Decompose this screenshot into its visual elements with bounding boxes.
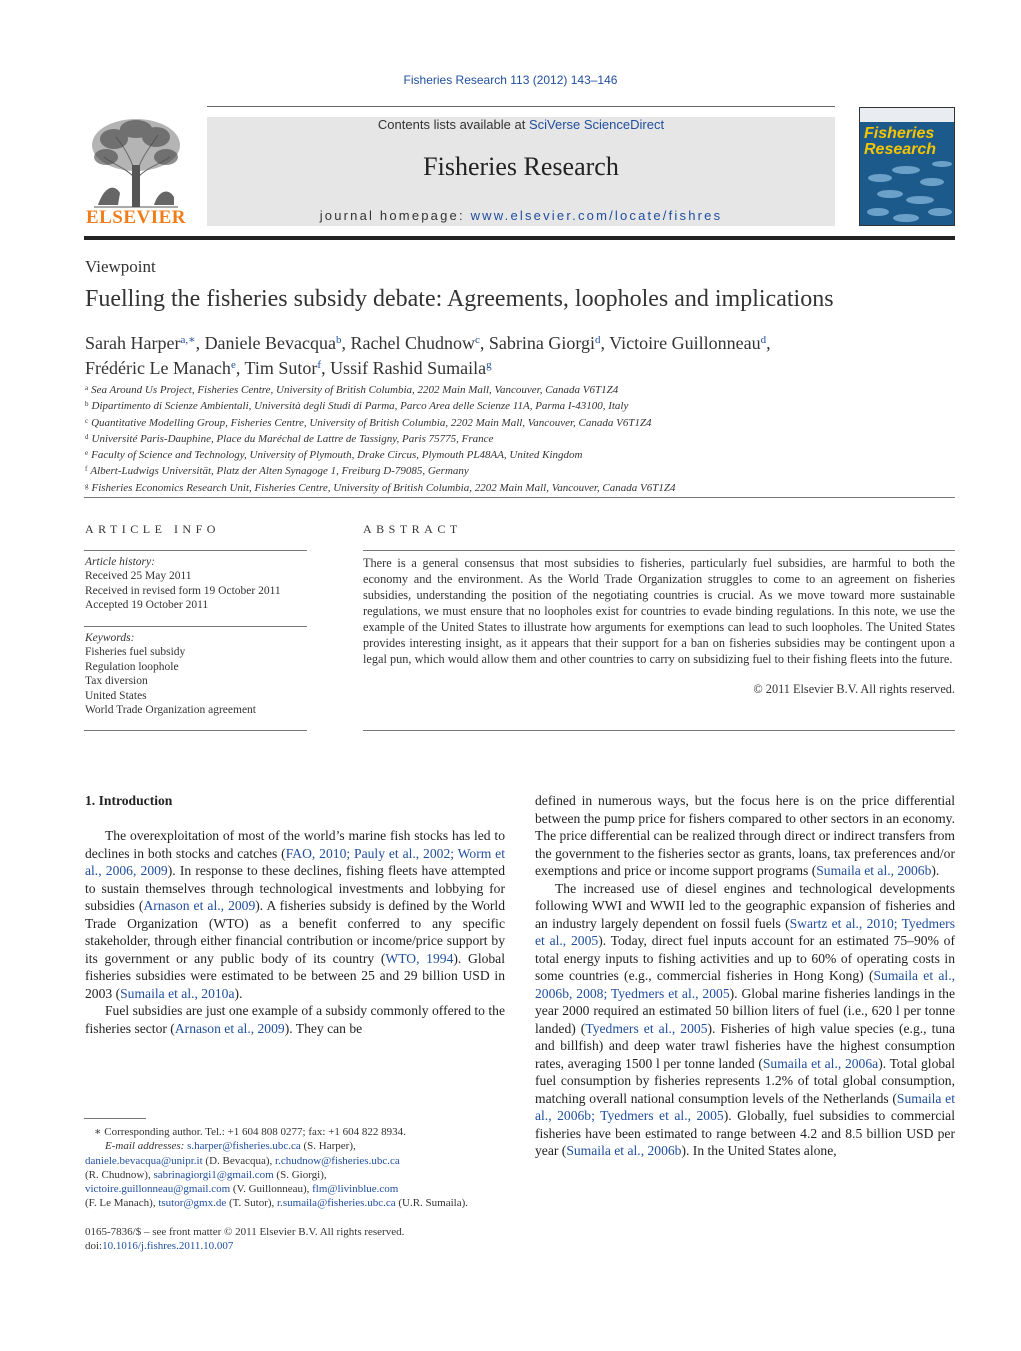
abstract-rule (363, 730, 955, 731)
homepage-link[interactable]: www.elsevier.com/locate/fishres (470, 208, 723, 223)
journal-title: Fisheries Research (423, 152, 619, 181)
doi-line: doi:10.1016/j.fishres.2011.10.007 (85, 1240, 234, 1253)
elsevier-tree-icon (84, 117, 188, 209)
body-paragraph (85, 827, 505, 1002)
history-item: Received in revised form 19 October 2011 (85, 584, 281, 597)
keyword-item: Regulation loophole (85, 660, 179, 673)
affiliation-item: $^d$ Université Paris-Dauphine, Place du Maréchal de Lattre de Tassigny, Paris 75775, France (85, 432, 494, 445)
abstract-heading: ABSTRACT (363, 522, 462, 536)
body-text: defined in numerous ways, but the focus here is on the price differential between the pump price for fishers compared to other sectors in an economy. The price differential can be realized through direct or indirect transfers from the government to the fisheries sector as grants, loans, tax preferences and/or exemptions and price or income support programs ( (535, 793, 955, 878)
doi-link[interactable]: 10.1016/j.fishres.2011.10.007 (102, 1240, 234, 1253)
author-name: Frédéric Le Manach (85, 358, 231, 378)
email-line: daniele.bevacqua@unipr.it (D. Bevacqua), r.chudnow@fisheries.ubc.ca (85, 1154, 400, 1167)
contents-available-line (207, 117, 835, 132)
author-name: Daniele Bevacqua (204, 333, 336, 353)
info-rule (84, 550, 307, 551)
body-text: ). Fisheries of high value species (e.g., tuna and billfish) and deep water trawl fisheries have the highest consumption rates, averaging 1500 l per tonne landed ( (535, 1020, 955, 1071)
abstract-text: There is a general consensus that most subsidies to fisheries, particularly fuel subsidies, are harmful to both the economy and the environment. As the World Trade Organization struggles to come to an agreement on fisheries subsidies, understanding the position of the negotiating countries is crucial. As we move toward more sustainable regulations, we must ensure that no loopholes exist for countries to evade binding regulations. In this note, we use the example of the United States to illustrate how arguments for exemptions can lead to such loopholes. The United States provides interesting insight, as it appears that their support for a ban on fisheries subsidies may be contingent upon a legal pun, which would allow them and other countries to carry on subsidizing fuel to their fishing fleets into the future. (363, 556, 955, 666)
author-name: Sarah Harper (85, 333, 181, 353)
author-name: Rachel Chudnow (350, 333, 475, 353)
citation-link[interactable]: Sumaila et al., 2006b, 2008; Tyedmers et al., 2005 (535, 968, 955, 1001)
affiliation-item: $^g$ Fisheries Economics Research Unit, Fisheries Centre, University of British Columbia, 2202 Main Mall, Vancouver, Canada V6T1Z4 (85, 481, 676, 494)
body-column-right (535, 792, 955, 1160)
body-paragraph (535, 880, 955, 1160)
body-text: Fuel subsidies are just one example of a subsidy commonly offered to the fisheries sector ( (85, 1003, 505, 1036)
email-line: (F. Le Manach), tsutor@gmx.de (T. Sutor), r.sumaila@fisheries.ubc.ca (U.R. Sumaila). (85, 1197, 469, 1210)
abstract-copyright: © 2011 Elsevier B.V. All rights reserved. (753, 682, 955, 696)
citation-link[interactable]: Sumaila et al., 2006b; Tyedmers et al., 2005 (535, 1090, 955, 1123)
elsevier-logo (84, 117, 188, 229)
article-info-heading: ARTICLE INFO (85, 522, 220, 536)
citation-link[interactable]: Swartz et al., 2010; Tyedmers et al., 2005 (535, 915, 955, 948)
history-item: Accepted 19 October 2011 (85, 599, 209, 612)
article-history (85, 555, 307, 613)
affiliation-list (85, 381, 965, 495)
body-text: ). Globally, fuel subsidies to commercial fisheries have been estimated to range between 4.2 and 8.5 billion USD per year ( (535, 1108, 955, 1158)
header-thick-rule (84, 236, 955, 240)
author-name: Sabrina Giorgi (488, 333, 596, 353)
email-link[interactable]: tsutor@gmx.de (158, 1197, 227, 1210)
sciencedirect-link[interactable]: SciVerse ScienceDirect (528, 117, 665, 132)
author-line-1: Sarah Harper$^{a,∗}$, Daniele Bevacqua$^b$, Rachel Chudnow$^c$, Sabrina Giorgi$^d$, Victoire Guillonneau$^d$, (85, 333, 771, 353)
body-text: The overexploitation of most of the world’s marine fish stocks has led to declines in both stocks and catches ( (85, 828, 505, 861)
citation-link[interactable]: WTO, 1994 (385, 950, 454, 966)
info-rule (84, 730, 307, 731)
body-text: ). Global fisheries subsidies were estimated to be between 25 and 29 billion USD in 2003 ( (85, 950, 505, 1001)
body-text: ). (234, 985, 243, 1001)
section-heading-introduction: 1. Introduction (85, 793, 173, 808)
contents-prefix: Contents lists available at (377, 117, 529, 132)
citation-link[interactable]: Sumaila et al., 2006b (816, 863, 932, 878)
keyword-item: Fisheries fuel subsidy (85, 646, 186, 659)
info-rule (84, 626, 307, 627)
header-top-rule (207, 106, 835, 107)
author-affil-link[interactable]: d (760, 334, 767, 346)
email-link[interactable]: victoire.guillonneau@gmail.com (85, 1183, 231, 1196)
body-text: ). (931, 863, 940, 878)
author-affil-link[interactable]: g (486, 359, 492, 371)
abstract-rule (363, 550, 955, 551)
affiliation-item: $^f$ Albert-Ludwigs Universität, Platz der Alten Synagoge 1, Freiburg D-79085, Germany (85, 465, 469, 478)
article-type: Viewpoint (85, 257, 156, 276)
body-paragraph (85, 1002, 505, 1037)
body-text: ). They can be (284, 1020, 363, 1036)
front-matter-rule (84, 497, 955, 498)
author-name: Victoire Guillonneau (609, 333, 761, 353)
affiliation-item: $^a$ Sea Around Us Project, Fisheries Centre, University of British Columbia, 2202 Main Mall, Vancouver, Canada V6T1Z4 (85, 384, 619, 396)
citation-link[interactable]: Arnason et al., 2009 (174, 1020, 285, 1036)
email-line: (R. Chudnow), sabrinagiorgi1@gmail.com (S. Giorgi), (85, 1168, 327, 1181)
journal-cover-image (859, 107, 955, 226)
citation-link[interactable]: FAO, 2010; Pauly et al., 2002; Worm et al., 2006, 2009 (85, 845, 505, 878)
citation-link[interactable]: Sumaila et al., 2010a (120, 985, 235, 1001)
author-name: Tim Sutor (244, 358, 318, 378)
email-label: E-mail addresses: (105, 1140, 185, 1153)
history-item: Received 25 May 2011 (85, 570, 192, 583)
email-link[interactable]: r.chudnow@fisheries.ubc.ca (275, 1154, 400, 1167)
author-line-2: Frédéric Le Manach$^e$, Tim Sutor$^f$, Ussif Rashid Sumaila$^g$ (85, 358, 492, 378)
homepage-prefix: journal homepage: (319, 208, 471, 223)
email-link[interactable]: flm@livinblue.com (312, 1183, 399, 1196)
journal-citation[interactable]: Fisheries Research 113 (2012) 143–146 (403, 73, 618, 87)
citation-link[interactable]: Sumaila et al., 2006b (566, 1143, 682, 1158)
author-affil-link[interactable]: e (230, 359, 236, 371)
author-name: Ussif Rashid Sumaila (330, 358, 487, 378)
author-affil-link[interactable]: d (595, 334, 601, 346)
author-affil-link[interactable]: b (336, 334, 342, 346)
body-text: ). In response to these declines, fishing fleets have attempted to sustain themselves through technological investments and lobbying for subsidies ( (85, 863, 505, 913)
body-text: ). Total global fuel consumption by fisheries represents 1.2% of total global consumption, matching overall national consumption levels of the Netherlands ( (535, 1055, 955, 1106)
author-list (85, 329, 965, 379)
keyword-item: United States (85, 689, 147, 702)
body-text: ). In the United States alone, (681, 1143, 837, 1158)
affiliation-item: $^e$ Faculty of Science and Technology, University of Plymouth, Drake Circus, Plymouth PL48AA, United Kingdom (85, 449, 583, 462)
body-column-left (85, 827, 505, 1037)
keywords (85, 631, 307, 717)
journal-homepage-line (207, 208, 835, 223)
issn-line: 0165-7836/$ – see front matter © 2011 Elsevier B.V. All rights reserved. (85, 1225, 405, 1238)
affiliation-item: $^b$ Dipartimento di Scienze Ambientali, Università degli Studi di Parma, Parco Area delle Scienze 11A, Parma I-43100, Italy (85, 400, 629, 413)
citation-link[interactable]: Arnason et al., 2009 (143, 898, 256, 913)
email-line: E-mail addresses: s.harper@fisheries.ubc.ca (S. Harper), (105, 1140, 356, 1153)
author-affil-link[interactable]: f (317, 359, 322, 371)
author-affil-link[interactable]: a,∗ (180, 334, 196, 346)
history-label: Article history: (85, 556, 155, 568)
citation-link[interactable]: Tyedmers et al., 2005 (585, 1020, 708, 1036)
cover-title: Fisheries Research (864, 125, 937, 158)
author-affil-link[interactable]: c (474, 334, 480, 346)
article-title: Fuelling the fisheries subsidy debate: Agreements, loopholes and implications (85, 286, 834, 312)
email-line: victoire.guillonneau@gmail.com (V. Guillonneau), flm@livinblue.com (85, 1183, 399, 1196)
keywords-label: Keywords: (85, 632, 135, 644)
email-link[interactable]: sabrinagiorgi1@gmail.com (153, 1168, 274, 1181)
email-link[interactable]: s.harper@fisheries.ubc.ca (187, 1140, 301, 1153)
corresponding-author-note: ∗ Corresponding author. Tel.: +1 604 808 0277; fax: +1 604 822 8934. (94, 1126, 406, 1138)
email-link[interactable]: daniele.bevacqua@unipr.it (85, 1154, 203, 1167)
body-text: The increased use of diesel engines and technological developments following WWI and WWII led to the geographic expansion of fisheries and an industry largely dependent on fossil fuels ( (535, 880, 955, 931)
keyword-item: Tax diversion (85, 675, 148, 688)
body-paragraph (535, 792, 955, 880)
email-link[interactable]: r.sumaila@fisheries.ubc.ca (277, 1197, 396, 1210)
body-text: ). Today, direct fuel inputs account for an estimated 75–90% of total energy inputs to fishing activities and up to 60% of operating costs in some countries (e.g., commercial fisheries in Hong Kong) ( (535, 933, 955, 983)
affiliation-item: $^c$ Quantitative Modelling Group, Fisheries Centre, University of British Columbia, 2202 Main Mall, Vancouver, Canada V6T1Z4 (85, 416, 652, 429)
body-text: ). Global marine fisheries landings in the year 2000 required an estimated 50 billion liters of fuel (i.e., 620 l per tonne landed) ( (535, 985, 955, 1036)
footnote-rule (84, 1118, 146, 1119)
keyword-item: World Trade Organization agreement (85, 704, 256, 717)
citation-link[interactable]: Sumaila et al., 2006a (762, 1055, 879, 1071)
body-text: ). A fisheries subsidy is defined by the World Trade Organization (WTO) as a benefit conferred to any specific stakeholder, through either financial contribution or income/price support by its government or any public body of its country ( (85, 898, 505, 966)
footnotes (85, 1125, 505, 1253)
elsevier-wordmark: ELSEVIER (85, 207, 187, 228)
